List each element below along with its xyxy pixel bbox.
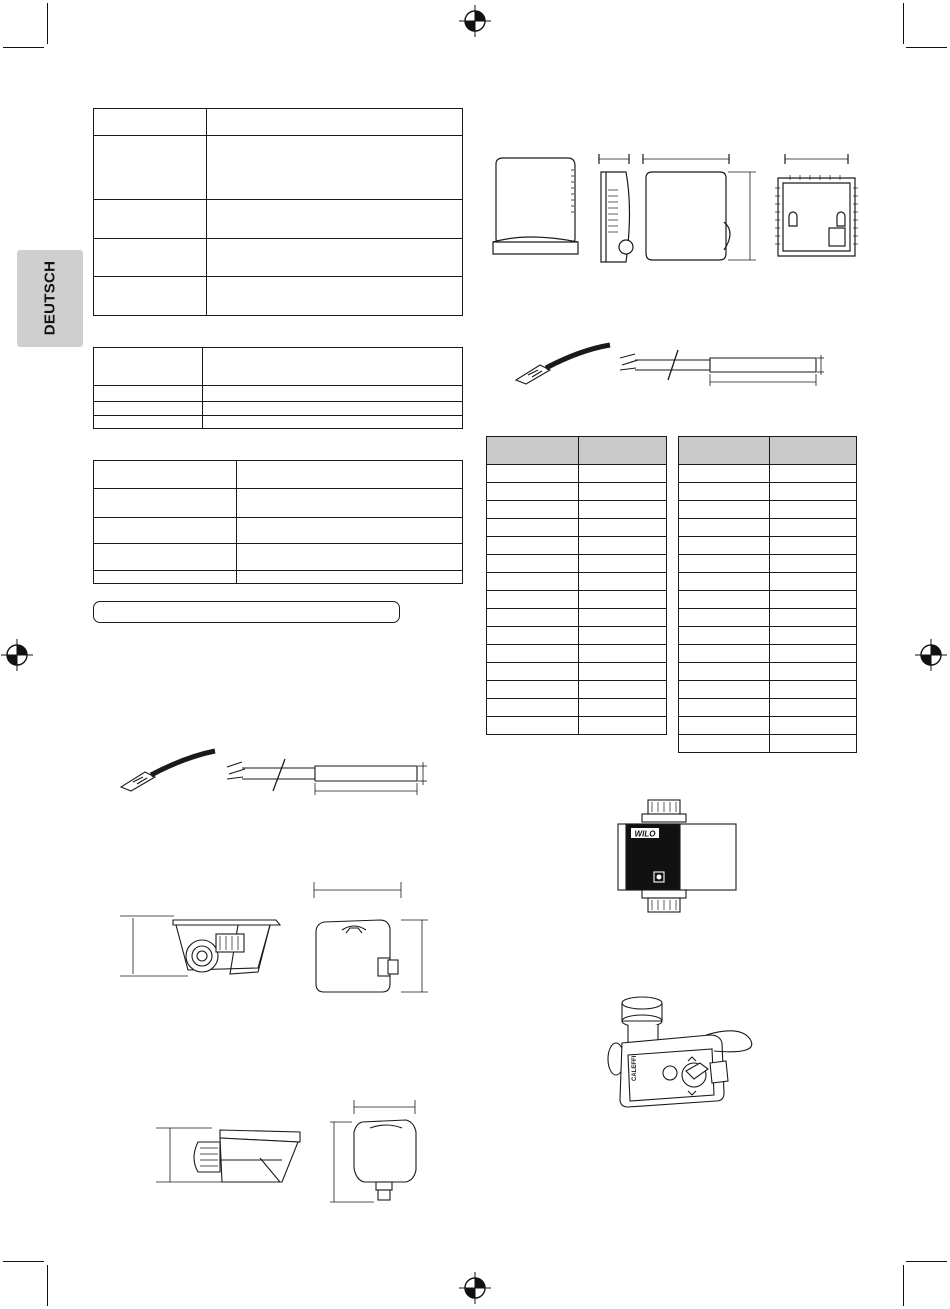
resistance-table-right — [678, 436, 857, 753]
spec-table-1 — [93, 108, 463, 316]
contact-sensor-drawing — [118, 880, 438, 1000]
resistance-table-left — [486, 436, 667, 735]
immersion-sensor-drawing-left — [115, 745, 435, 797]
registration-mark-right — [915, 639, 947, 671]
wilo-pump-drawing — [618, 798, 742, 918]
registration-mark-left — [1, 639, 33, 671]
language-tab — [17, 250, 83, 347]
caleffi-valve-drawing — [600, 995, 760, 1115]
spec-table-2 — [93, 347, 463, 429]
immersion-sensor-drawing-right — [510, 340, 830, 390]
language-tab-label: DEUTSCH — [41, 260, 59, 336]
registration-mark-top — [459, 5, 491, 37]
wilo-logo-text: WILO — [634, 829, 656, 839]
outdoor-sensor-drawing — [150, 1098, 430, 1208]
room-sensor-drawing — [488, 150, 868, 265]
caleffi-logo-text: CALEFFI — [632, 1055, 638, 1081]
registration-mark-bottom — [459, 1272, 491, 1304]
section-heading-box — [93, 601, 400, 623]
spec-table-3 — [93, 460, 463, 584]
